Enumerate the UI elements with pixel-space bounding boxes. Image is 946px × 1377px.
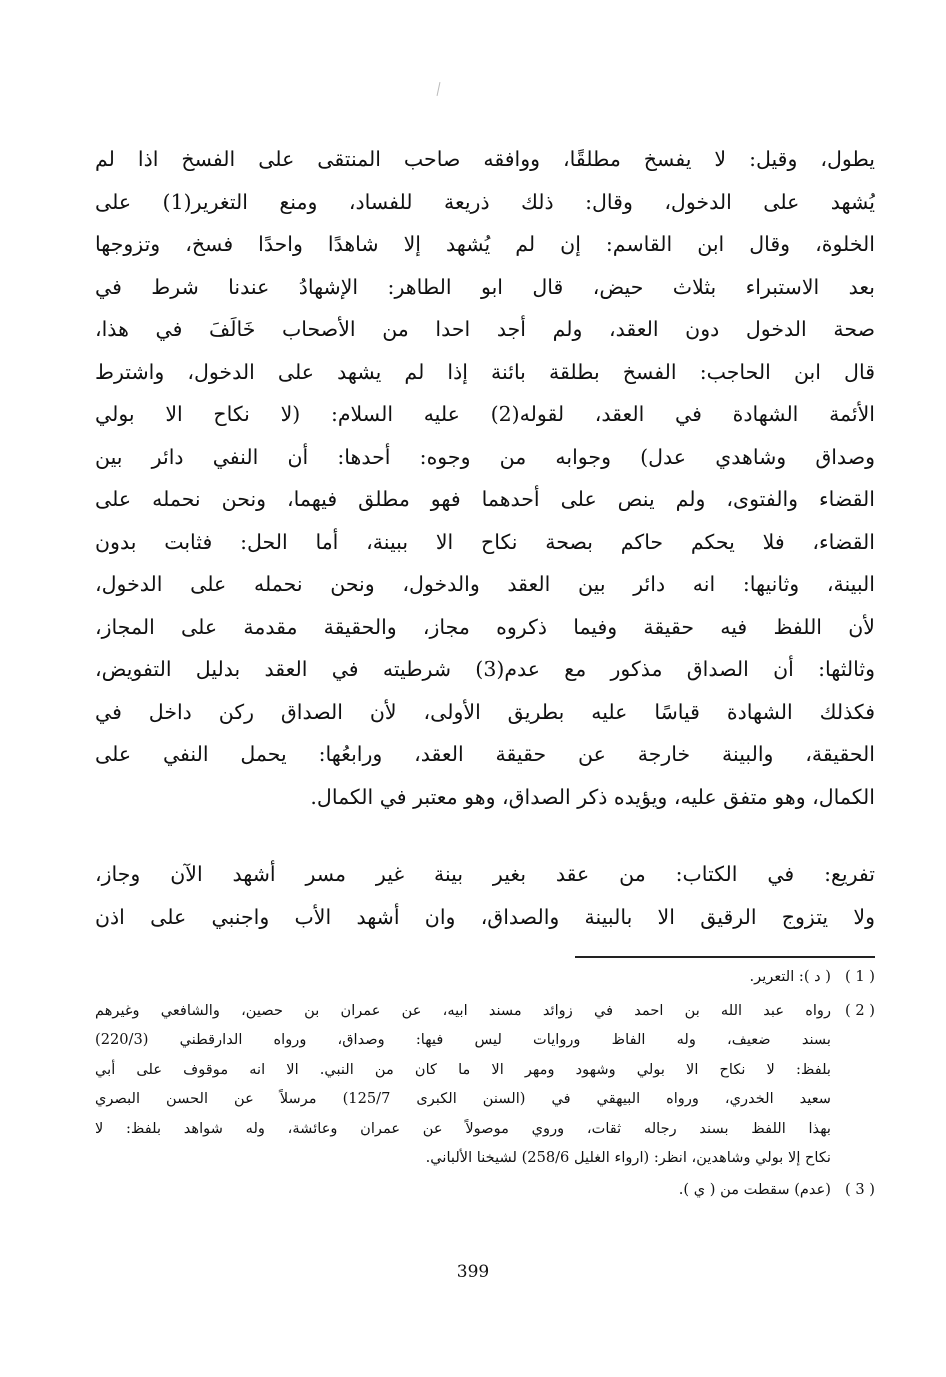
footnote bbox=[95, 996, 875, 1173]
footnote-number: ( 1 ) bbox=[845, 968, 875, 985]
footnote-line: (عدم) سقطت من ( ي ). bbox=[678, 1180, 831, 1198]
text-line: صحة الدخول دون العقد، ولم أجد احدا من الأصحاب خَالَفَ في هذا، bbox=[95, 317, 875, 341]
text-line: قال ابن الحاجب: الفسخ بطلقة بائنة إذا لم يشهد على الدخول، واشترط bbox=[95, 359, 875, 384]
footnote-line: بهذا اللفظ بسند رجاله ثقات، وروي موصولاً عن عمران وعائشة، وله شواهد بلفظ: لا bbox=[95, 1119, 831, 1137]
scan-mark bbox=[437, 82, 441, 96]
footnote-line: ( د ): التعرير. bbox=[749, 968, 831, 985]
text-line: وثالثها: أن الصداق مذكور مع عدم(3) شرطيته في العقد بدليل التفويض، bbox=[95, 657, 875, 681]
text-line: القضاء، فلا يحكم حاكم بصحة نكاح الا ببينة، أما الحل: فثابت بدون bbox=[95, 529, 875, 554]
footnotes bbox=[95, 962, 875, 1204]
text-line: بعد الاستبراء بثلاث حيض، قال ابو الطاهر: الإشهادُ عندنا شرط في bbox=[95, 274, 875, 299]
text-line: لأن اللفظ فيه حقيقة وفيما ذكروه مجاز، والحقيقة مقدمة على المجاز، bbox=[95, 614, 875, 639]
footnote-line: سعيد الخدري، ورواه البيهقي في (السنن الكبرى 125/7) مرسلاً عن الحسن البصري bbox=[95, 1090, 831, 1107]
text-line: الأئمة الشهادة في العقد، لقوله(2) عليه السلام: (لا نكاح الا بولي bbox=[95, 402, 875, 426]
footnote-number: ( 2 ) bbox=[845, 1001, 875, 1019]
footnote-line: بلفظ: لا نكاح الا بولي وشهود ومهر الا ما كان من النبي. الا انه موقوف على أبي bbox=[95, 1060, 831, 1078]
text-line: الحقيقة، والبينة خارجة عن حقيقة العقد، ورابعُها: يحمل النفي على bbox=[95, 742, 875, 766]
text-line: ولا يتزوج الرقيق الا بالبينة والصداق، وان أشهد الأب واجنبي على اذن bbox=[95, 904, 875, 929]
text-line: وصداق وشاهدي عدل) وجوابه من وجوه: أحدها: أن النفي دائر بين bbox=[95, 444, 875, 469]
footnote bbox=[95, 1175, 875, 1205]
footnote-separator bbox=[575, 956, 875, 958]
text-line: القضاء والفتوى، ولم ينص على أحدهما فهو مطلق فيهما، ونحن نحمله على bbox=[95, 487, 875, 511]
text-line: فكذلك الشهادة قياسًا عليه بطريق الأولى، لأن الصداق ركن داخل في bbox=[95, 699, 875, 724]
text-line: يطول، وقيل: لا يفسخ مطلقًا، ووافقه صاحب المنتقى على الفسخ اذا لم bbox=[95, 147, 875, 171]
text-line: البينة، وثانيها: انه دائر بين العقد والدخول، ونحن نحمله على الدخول، bbox=[95, 572, 875, 596]
footnote-line: نكاح إلا بولي وشاهدين، انظر: (ارواء الغليل 258/6) لشيخنا الألباني. bbox=[425, 1149, 831, 1166]
text-line: الخلوة، وقال ابن القاسم: إن لم يُشهد إلا شاهدًا واحدًا فسخ، وتزوجها bbox=[95, 232, 875, 256]
text-line: يُشهد على الدخول، وقال: ذلك ذريعة للفساد، ومنع التغرير(1) على bbox=[95, 189, 875, 214]
footnote-line: رواه عبد الله بن احمد في زوائد مسند ابيه، عن عمران بن حصين، والشافعي وغيرهم bbox=[95, 1001, 831, 1019]
second-paragraph bbox=[95, 853, 875, 938]
footnote-number: ( 3 ) bbox=[845, 1180, 875, 1198]
page-number: 399 bbox=[456, 1262, 490, 1282]
footnote-line: بسند ضعيف، وله الفاظ وروايات ليس فيها: وصداق، ورواه الدارقطني (220/3) bbox=[95, 1031, 831, 1048]
footnote bbox=[95, 962, 875, 992]
main-paragraph bbox=[95, 138, 875, 818]
text-line: الكمال، وهو متفق عليه، ويؤيده ذكر الصداق، وهو معتبر في الكمال. bbox=[310, 784, 875, 809]
text-line: تفريع: في الكتاب: من عقد بغير بينة غير مسر أشهد الآن وجاز، bbox=[95, 862, 875, 886]
